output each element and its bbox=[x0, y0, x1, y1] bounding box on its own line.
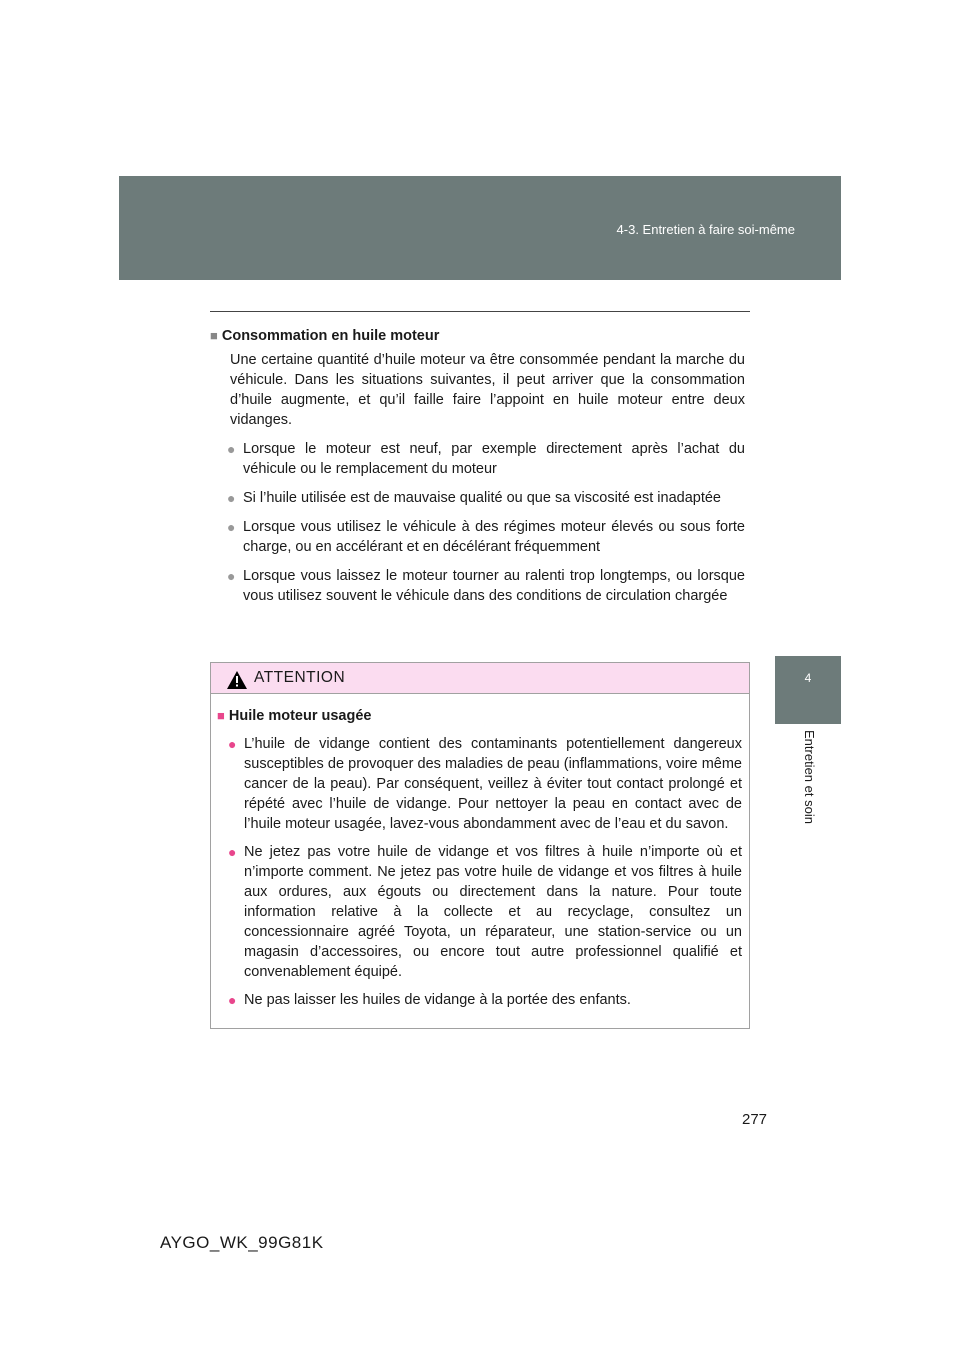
bullet-dot-icon: ● bbox=[227, 441, 236, 457]
list-item bbox=[210, 566, 745, 606]
section-title: 4-3. Entretien à faire soi-même bbox=[616, 222, 795, 237]
bullet-dot-icon: ● bbox=[228, 736, 237, 752]
bullet-dot-icon: ● bbox=[227, 519, 236, 535]
warning-box bbox=[210, 662, 750, 1029]
list-item-text: Si l’huile utilisée est de mauvaise qualité ou que sa viscosité est inadaptée bbox=[243, 490, 721, 506]
bullet-dot-icon: ● bbox=[227, 490, 236, 506]
section-heading-text: Consommation en huile moteur bbox=[221, 328, 440, 344]
section-divider bbox=[210, 311, 750, 312]
chapter-tab bbox=[775, 656, 841, 724]
list-item bbox=[210, 517, 745, 557]
warning-body bbox=[211, 694, 749, 1010]
list-item bbox=[217, 990, 742, 1010]
square-bullet-icon: ■ bbox=[210, 328, 218, 343]
document-code: AYGO_WK_99G81K bbox=[160, 1233, 324, 1252]
list-item-text: Ne pas laisser les huiles de vidange à la portée des enfants. bbox=[244, 992, 631, 1008]
section-paragraph: Une certaine quantité d’huile moteur va être consommée pendant la marche du véhicule. Dans les situations suivantes, il peut arriver que la consommation d’huile augmente, et qu’il faille faire l’appoint en huile moteur entre deux vidanges. bbox=[230, 352, 745, 428]
warning-heading-text: Huile moteur usagée bbox=[228, 708, 372, 724]
warning-title: ATTENTION bbox=[254, 669, 346, 686]
square-bullet-icon: ■ bbox=[217, 708, 225, 723]
list-item-text: Lorsque vous utilisez le véhicule à des régimes moteur élevés ou sous forte charge, ou en accélérant et en décélérant fréquemment bbox=[243, 519, 745, 555]
bullet-dot-icon: ● bbox=[227, 568, 236, 584]
list-item-text: Lorsque vous laissez le moteur tourner au ralenti trop longtemps, ou lorsque vous utilisez souvent le véhicule dans des conditions de circulation chargée bbox=[243, 568, 745, 604]
list-item-text: Ne jetez pas votre huile de vidange et vos filtres à huile n’importe où et n’importe comment. Ne jetez pas votre huile de vidange et vos filtres à huile aux ordures, aux égouts ou directement dans la nature. Pour toute information relative à la collecte et au recyclage, consultez un concessionnaire agréé Toyota, un réparateur, une station-service ou un magasin d’accessoires, ou encore tout autre professionnel qualifié et convenablement équipé. bbox=[244, 844, 742, 980]
list-item bbox=[210, 488, 745, 508]
chapter-label: Entretien et soin bbox=[802, 730, 817, 824]
warning-heading bbox=[217, 706, 742, 726]
warning-triangle-icon bbox=[227, 671, 247, 689]
list-item bbox=[217, 734, 742, 834]
list-item-text: Lorsque le moteur est neuf, par exemple directement après l’achat du véhicule ou le remplacement du moteur bbox=[243, 441, 745, 477]
header-band bbox=[119, 176, 841, 280]
chapter-number: 4 bbox=[804, 671, 812, 685]
list-item bbox=[210, 439, 745, 479]
bullet-dot-icon: ● bbox=[228, 992, 237, 1008]
oil-consumption-section bbox=[210, 326, 745, 606]
list-item-text: L’huile de vidange contient des contaminants potentiellement dangereux susceptibles de provoquer des maladies de peau (inflammations, voire même cancer de la peau). Par conséquent, veillez à éviter tout contact prolongé et répété avec l’huile de vidange. Pour nettoyer la peau en contact avec de l’huile moteur usagée, lavez-vous abondamment avec de l’eau et du savon. bbox=[244, 736, 742, 832]
warning-header bbox=[211, 663, 749, 694]
page-number: 277 bbox=[742, 1111, 768, 1128]
section-heading bbox=[210, 326, 745, 346]
bullet-dot-icon: ● bbox=[228, 844, 237, 860]
list-item bbox=[217, 842, 742, 982]
